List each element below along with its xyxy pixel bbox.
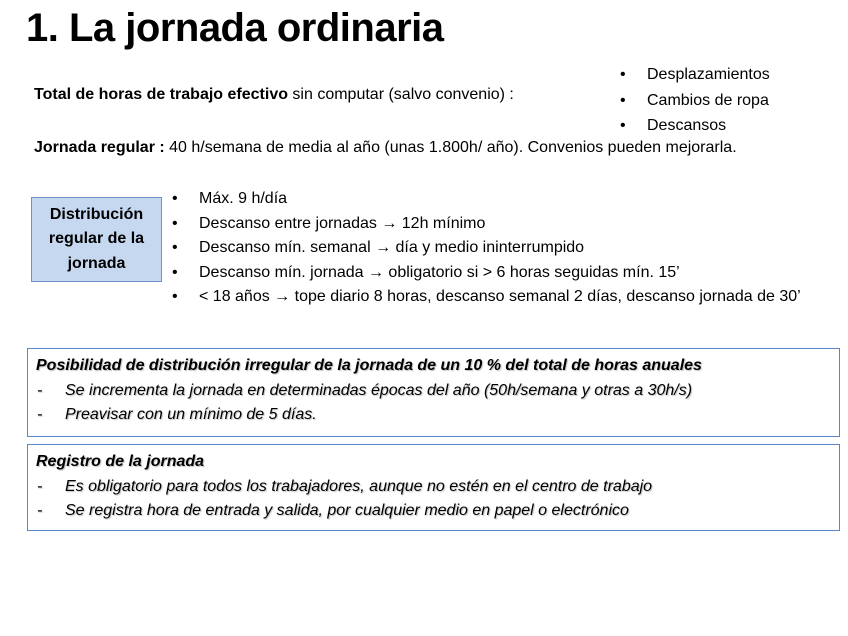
regular-hours-label: Jornada regular : — [34, 139, 165, 156]
list-item: • Máx. 9 h/día — [170, 187, 810, 212]
list-item: • Descanso mín. semanal → día y medio ininterrumpido — [170, 236, 810, 261]
list-item: - Preavisar con un mínimo de 5 días. — [36, 403, 831, 428]
regular-hours-paragraph — [34, 136, 814, 160]
exclusions-list — [620, 62, 770, 139]
list-item: • < 18 años → tope diario 8 horas, descanso semanal 2 días, descanso jornada de 30’ — [170, 285, 810, 310]
distribution-label-box — [31, 197, 162, 282]
page-title: 1. La jornada ordinaria — [26, 6, 444, 50]
list-item: • Descanso mín. jornada → obligatorio si > 6 horas seguidas mín. 15’ — [170, 261, 810, 286]
distribution-label: Distribución regular de la jornada — [48, 205, 145, 272]
list-item: - Se incrementa la jornada en determinadas épocas del año (50h/semana y otras a 30h/s) — [36, 379, 831, 404]
list-item: • Descanso entre jornadas → 12h mínimo — [170, 212, 810, 237]
list-item: • Descansos — [620, 113, 770, 139]
regular-hours-text: 40 h/semana de media al año (unas 1.800h/ año). Convenios pueden mejorarla. — [164, 139, 737, 156]
list-item: - Se registra hora de entrada y salida, por cualquier medio en papel o electrónico — [36, 499, 831, 524]
list-item: - Es obligatorio para todos los trabajadores, aunque no estén en el centro de trabajo — [36, 475, 831, 500]
registro-box — [27, 444, 840, 531]
irregular-list — [36, 379, 831, 428]
registro-title: Registro de la jornada — [36, 453, 205, 470]
irregular-distribution-box — [27, 348, 840, 437]
total-hours-text: sin computar (salvo convenio) : — [287, 86, 514, 103]
list-item: • Cambios de ropa — [620, 88, 770, 114]
total-hours-line — [34, 86, 514, 104]
registro-list — [36, 475, 831, 524]
total-hours-label: Total de horas de trabajo efectivo — [34, 86, 288, 103]
irregular-title: Posibilidad de distribución irregular de la jornada de un 10 % del total de horas anuales — [36, 357, 702, 374]
distribution-list — [170, 187, 810, 310]
list-item: • Desplazamientos — [620, 62, 770, 88]
